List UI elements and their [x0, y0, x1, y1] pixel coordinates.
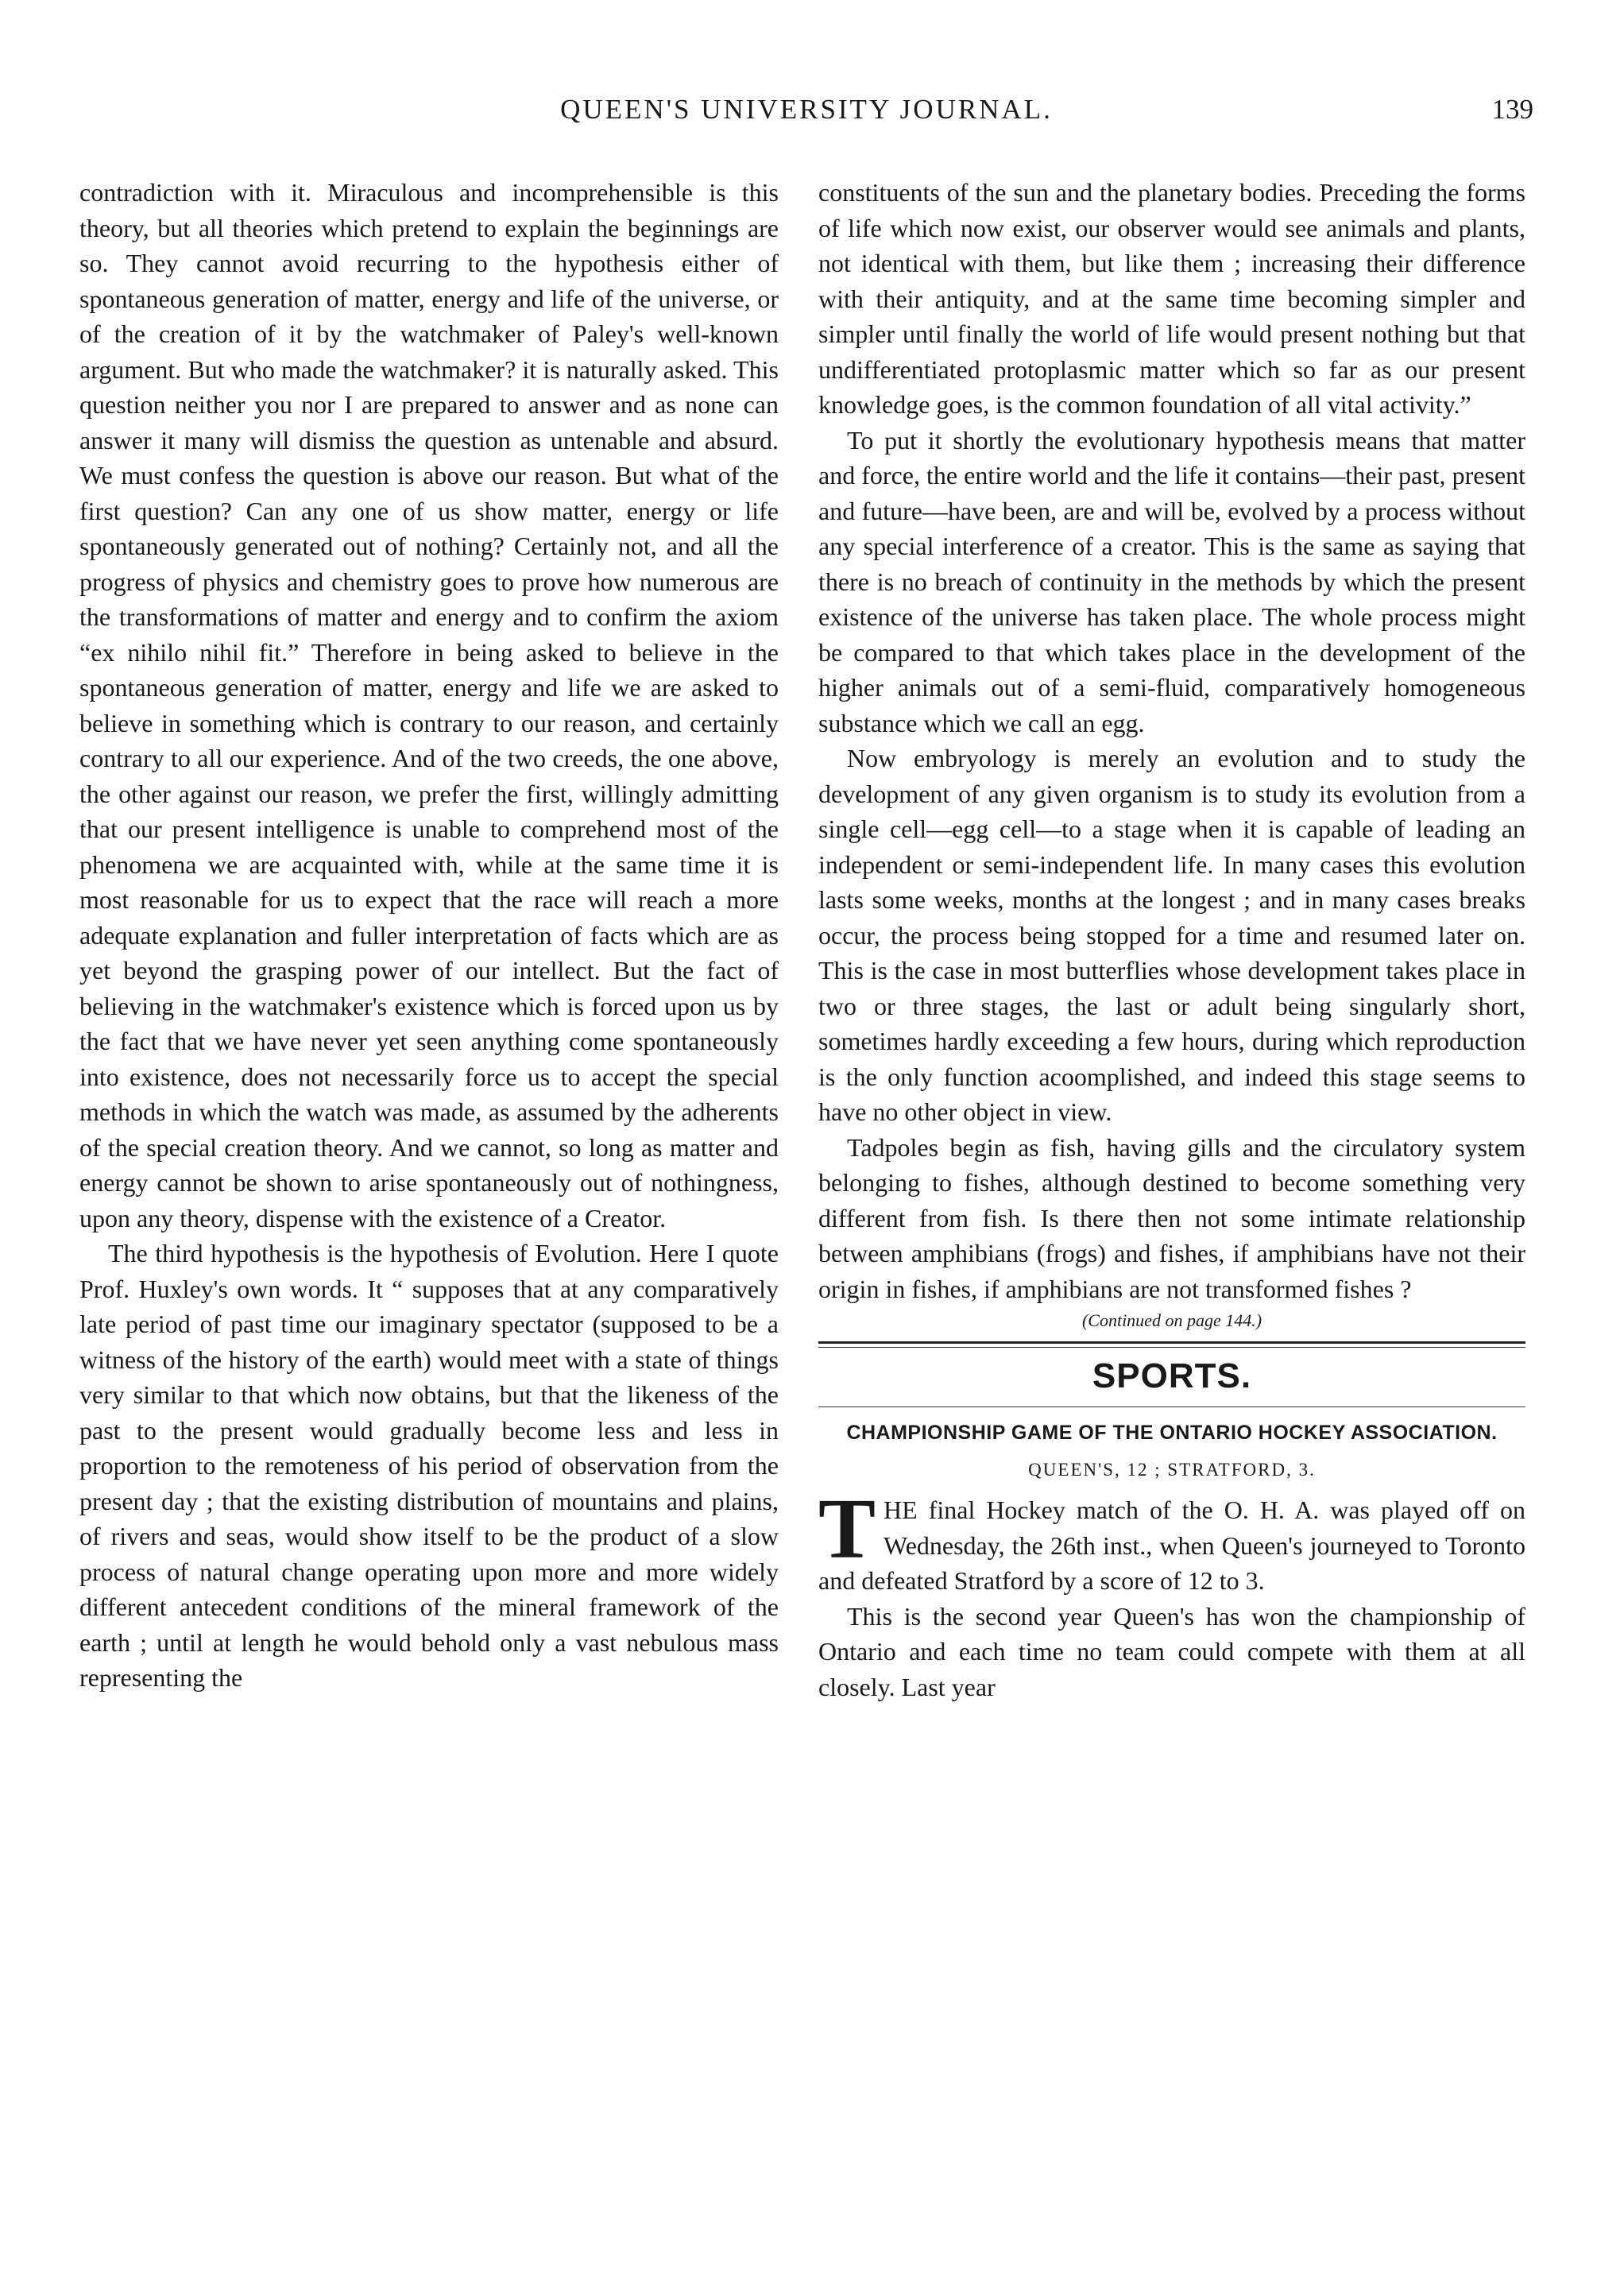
- continued-note: (Continued on page 144.): [1081, 1310, 1262, 1330]
- paragraph: Tadpoles begin as fish, having gills and the circulatory system belonging to fishes, although destined to become something very different from fish. Is there then not some intimate relationship between amphibians (frogs) and fishes, if amphibians have not their origin in fishes, if amphibians are not transformed fishes ?: [818, 1132, 1525, 1303]
- right-column: [818, 175, 1525, 1704]
- paragraph-text: HE final Hockey match of the O. H. A. was played off on Wednesday, the 26th inst., when Queen's journeyed to Toronto and defeated Stratford by a score of 12 to 3.: [818, 1495, 1525, 1595]
- paragraph: contradiction with it. Miraculous and incomprehensible is this theory, but all theories which pretend to explain the beginnings are so. They cannot avoid recurring to the hypothesis either of spontaneous generation of matter, energy and life of the universe, or of the creation of it by the watchmaker of Paley's well-known argument. But who made the watchmaker? it is naturally asked. This question neither you nor I are prepared to answer and as none can answer it many will dismiss the question as untenable and absurd. We must confess the question is above our reason. But what of the first question? Can any one of us show matter, energy or life spontaneously generated out of nothing? Certainly not, and all the progress of physics and chemistry goes to prove how numerous are the transformations of matter and energy and to confirm the axiom “ex nihilo nihil fit.” Therefore in being asked to believe in the spontaneous generation of matter, energy and life we are asked to believe in something which is contrary to our reason, and certainly contrary to all our experience. And of the two creeds, the one above, the other against our reason, we prefer the first, willingly admitting that our present intelligence is unable to comprehend most of the phenomena we are acquainted with, while at the same time it is most reasonable for us to expect that the race will reach a more adequate explanation and fuller interpretation of facts which are as yet beyond the grasping power of our intellect. But the fact of believing in the watchmaker's existence which is forced upon us by the fact that we have never yet seen anything come spontaneously into existence, does not necessarily force us to accept the special methods in which the watch was made, as assumed by the adherents of the special creation theory. And we cannot, so long as matter and energy cannot be shown to arise spontaneously out of nothingness, upon any theory, dispense with the existence of a Creator.: [79, 178, 779, 1232]
- paragraph: constituents of the sun and the planetary bodies. Preceding the forms of life which now exist, our observer would see animals and plants, not identical with them, but like them ; increasing their difference with their antiquity, and at the same time becoming simpler and simpler until finally the world of life would present nothing but that undifferentiated protoplasmic matter which so far as our present knowledge goes, is the common foundation of all vital activity.”: [818, 178, 1525, 419]
- score-line: QUEEN'S, 12 ; STRATFORD, 3.: [1028, 1460, 1316, 1480]
- paragraph: [818, 1482, 1525, 1599]
- left-column: [79, 175, 779, 1696]
- section-title: SPORTS.: [1092, 1356, 1252, 1395]
- divider: [818, 1406, 1525, 1407]
- page-number: 139: [1491, 94, 1533, 125]
- running-title: QUEEN'S UNIVERSITY JOURNAL.: [560, 94, 1053, 125]
- paragraph: Now embryology is merely an evolution and to study the development of any given organism is to study its evolution from a single cell—egg cell—to a stage when it is capable of leading an independent or semi-independent life. In many cases this evolution lasts some weeks, months at the longest ; and in many cases breaks occur, the process being stopped for a time and resumed later on. This is the case in most butterflies whose development takes place in two or three stages, the last or adult being singularly short, sometimes hardly exceeding a few hours, during which reproduction is the only function acoomplished, and indeed this stage seems to have no other object in view.: [818, 744, 1525, 1126]
- paragraph: This is the second year Queen's has won the championship of Ontario and each time no team could compete with them at all closely. Last year: [818, 1601, 1525, 1701]
- article-headline: CHAMPIONSHIP GAME OF THE ONTARIO HOCKEY ASSOCIATION.: [846, 1422, 1498, 1444]
- paragraph: The third hypothesis is the hypothesis of Evolution. Here I quote Prof. Huxley's own words. It “ supposes that at any comparatively late period of past time our imaginary spectator (supposed to be a witness of the history of the earth) would meet with a state of things very similar to that which now obtains, but that the likeness of the past to the present would gradually become less and less in proportion to the remoteness of his period of observation from the present day ; that the existing distribution of mountains and plains, of rivers and seas, would show itself to be the product of a slow process of natural change operating upon more and more widely different antecedent conditions of the mineral framework of the earth ; until at length he would behold only a vast nebulous mass representing the: [79, 1239, 779, 1692]
- paragraph: To put it shortly the evolutionary hypothesis means that matter and force, the entire world and the life it contains—their past, present and future—have been, are and will be, evolved by a process without any special interference of a creator. This is the same as saying that there is no breach of continuity in the methods by which the present existence of the universe has taken place. The whole process might be compared to that which takes place in the development of the higher animals out of a semi-fluid, comparatively homogeneous substance which we call an egg.: [818, 425, 1525, 737]
- drop-cap: T: [818, 1482, 876, 1577]
- section-divider: [818, 1341, 1525, 1348]
- page-header: [79, 94, 1533, 141]
